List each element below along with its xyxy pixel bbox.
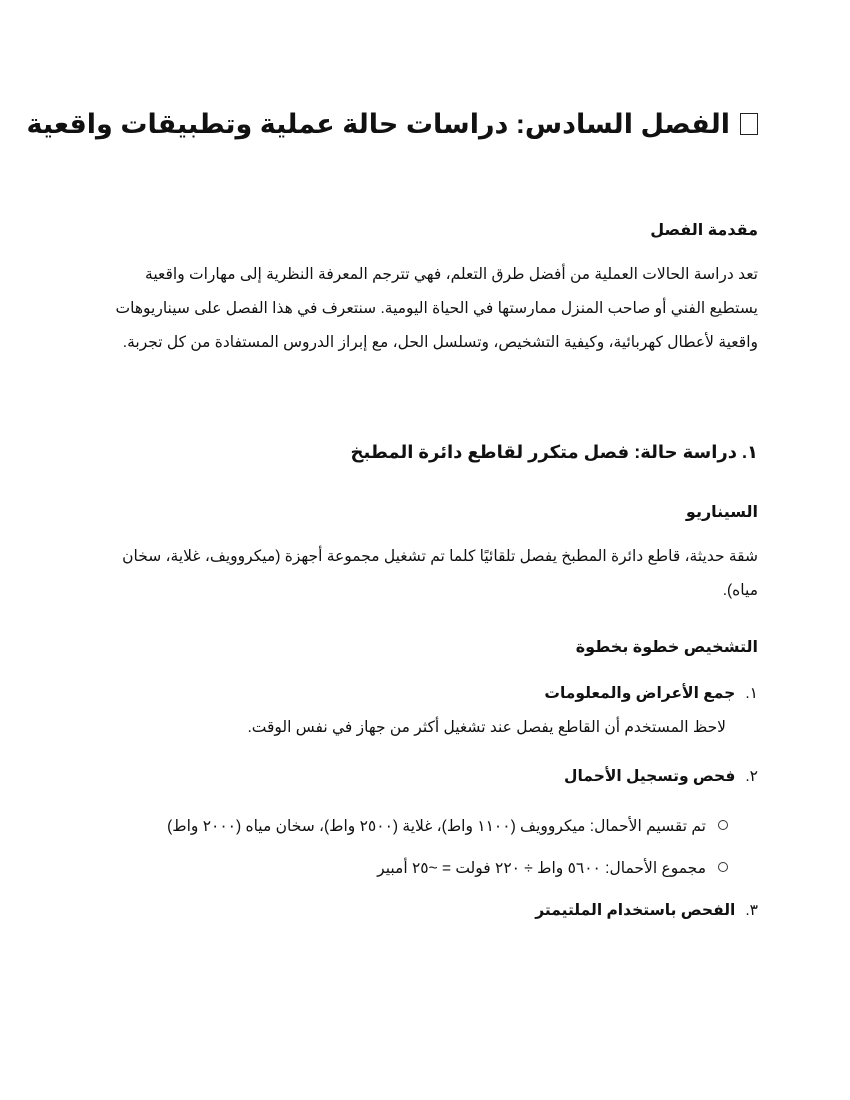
case1-heading: ١. دراسة حالة: فصل متكرر لقاطع دائرة المطبخ (350, 442, 758, 462)
scenario-line: مياه). (722, 582, 758, 599)
intro-line: يستطيع الفني أو صاحب المنزل ممارستها في الحياة اليومية. سنتعرف في هذا الفصل على سيناريوهات (115, 300, 758, 317)
checkbox-glyph-icon (740, 113, 758, 135)
scenario-line: شقة حديثة، قاطع دائرة المطبخ يفصل تلقائيًا كلما تم تشغيل مجموعة أجهزة (ميكروويف، غلاية، سخان (122, 548, 758, 565)
scenario-heading: السيناريو (685, 504, 758, 521)
step-title: فحص وتسجيل الأحمال (564, 768, 736, 785)
step-number: ٣. (745, 902, 758, 919)
intro-line: تعد دراسة الحالات العملية من أفضل طرق التعلم، فهي تترجم المعرفة النظرية إلى مهارات واقعية (145, 266, 758, 283)
load-bullet-text: مجموع الأحمال: ٥٦٠٠ واط ÷ ٢٢٠ فولت = ~٢٥ أمبير (377, 860, 706, 877)
step-item (92, 765, 758, 789)
step-title: الفحص باستخدام الملتيمتر (535, 902, 736, 919)
step-detail: لاحظ المستخدم أن القاطع يفصل عند تشغيل أكثر من جهاز في نفس الوقت. (247, 719, 726, 736)
step-number: ١. (745, 685, 758, 702)
hollow-bullet-icon (718, 862, 728, 872)
intro-line: واقعية لأعطال كهربائية، وكيفية التشخيص، وتسلسل الحل، مع إبراز الدروس المستفادة من كل تجربة. (122, 334, 758, 351)
load-bullet-item (60, 815, 728, 839)
chapter-title-row (26, 104, 758, 144)
step-number: ٢. (745, 768, 758, 785)
intro-heading: مقدمة الفصل (650, 222, 758, 239)
intro-paragraph (92, 258, 758, 360)
hollow-bullet-icon (718, 820, 728, 830)
step-title: جمع الأعراض والمعلومات (544, 685, 736, 702)
load-bullet-text: تم تقسيم الأحمال: ميكروويف (١١٠٠ واط)، غلاية (٢٥٠٠ واط)، سخان مياه (٢٠٠٠ واط) (167, 818, 706, 835)
step-item (92, 899, 758, 923)
load-bullet-item (92, 857, 728, 881)
diagnosis-heading: التشخيص خطوة بخطوة (575, 639, 758, 656)
step-item (92, 682, 758, 706)
scenario-paragraph (92, 540, 758, 608)
chapter-title: الفصل السادس: دراسات حالة عملية وتطبيقات واقعية (26, 109, 730, 139)
